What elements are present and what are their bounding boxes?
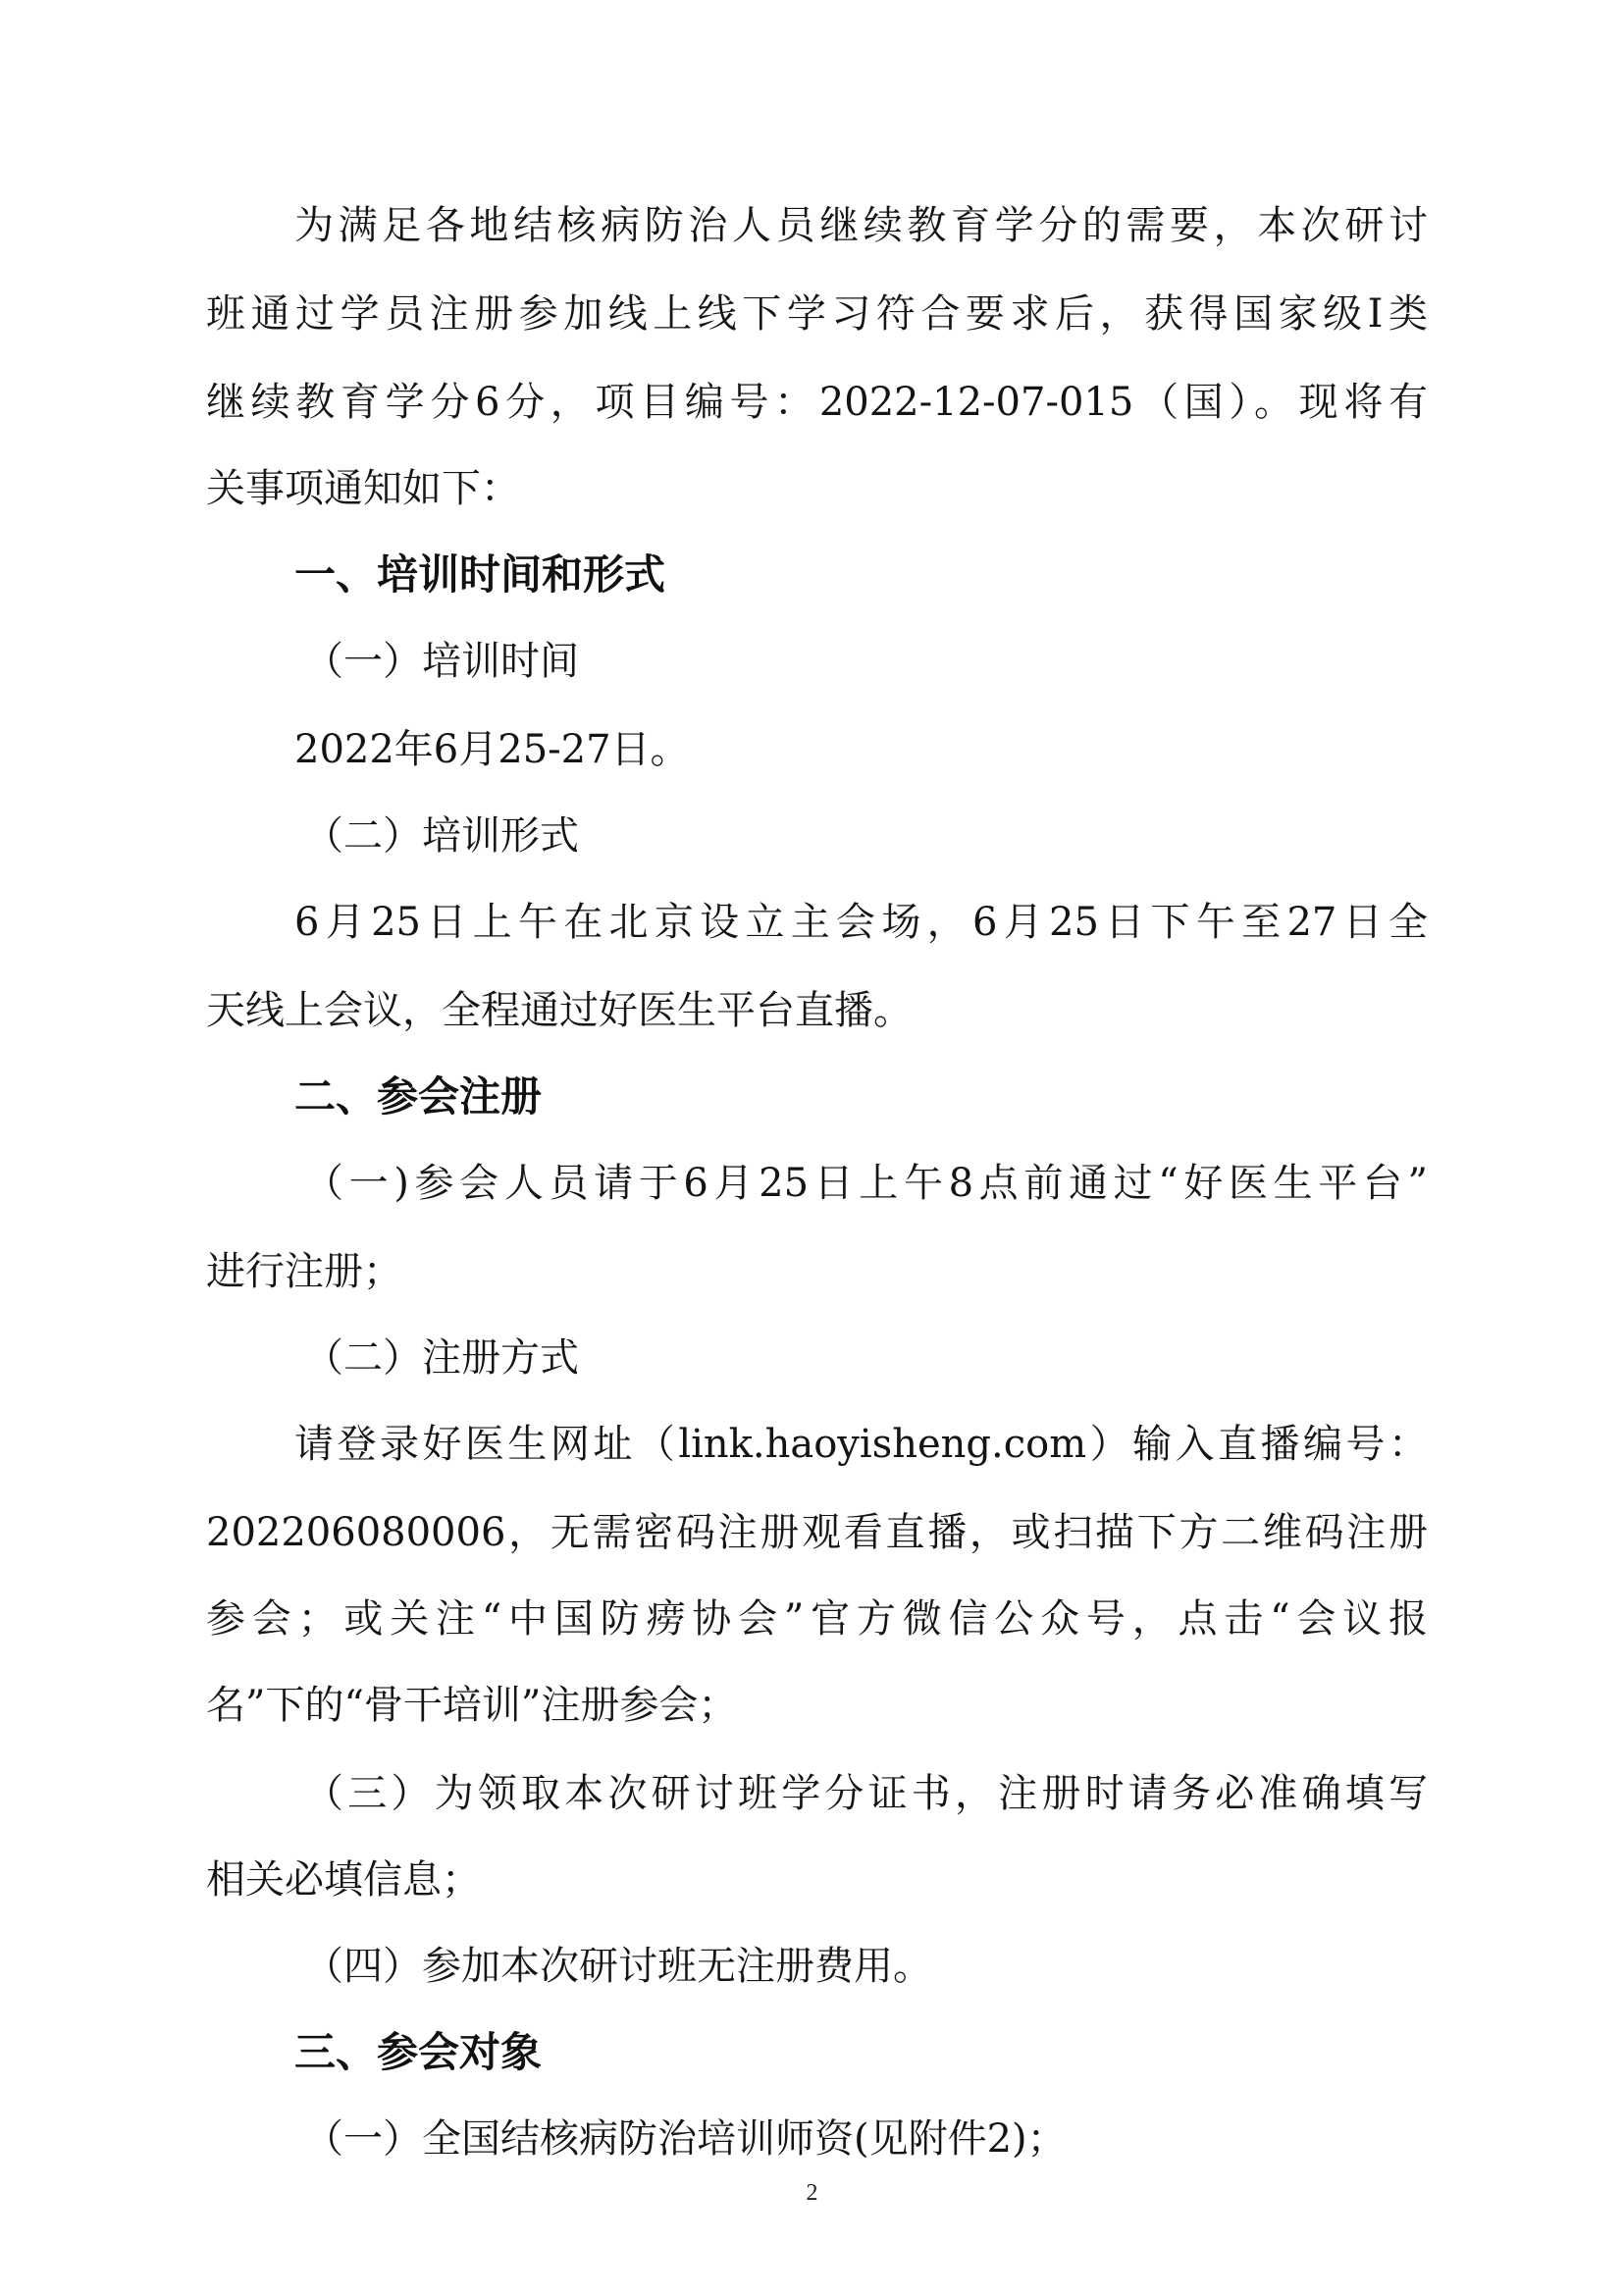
section-heading-3: 三、参会对象	[294, 2028, 543, 2076]
section2-item4: （四）参加本次研讨班无注册费用。	[304, 1944, 932, 1989]
section-heading-1: 一、培训时间和形式	[294, 550, 666, 599]
section-heading-2: 二、参会注册	[294, 1072, 543, 1121]
intro-line-4: 关事项通知如下：	[206, 466, 520, 511]
section1-sub2-line-2: 天线上会议，全程通过好医生平台直播。	[206, 988, 913, 1033]
section2-item2-line-4: 名”下的“骨干培训”注册参会；	[206, 1683, 738, 1728]
section3-item1: （一）全国结核病防治培训师资(见附件2)；	[304, 2116, 1067, 2162]
section2-item2-line-2: 202206080006，无需密码注册观看直播，或扫描下方二维码注册	[206, 1510, 1428, 1555]
section1-sub2-title: （二）培训形式	[304, 813, 579, 859]
section1-sub2-line-1: 6月25日上午在北京设立主会场，6月25日下午至27日全	[294, 900, 1428, 945]
section2-item3-line-1: （三）为领取本次研讨班学分证书，注册时请务必准确填写	[304, 1771, 1428, 1816]
section2-item2-line-1: 请登录好医生网址（link.haoyisheng.com）输入直播编号：	[294, 1422, 1428, 1467]
intro-line-3: 继续教育学分6分，项目编号：2022-12-07-015（国）。现将有	[206, 380, 1428, 425]
intro-line-1: 为满足各地结核病防治人员继续教育学分的需要，本次研讨	[294, 203, 1428, 248]
intro-line-2: 班通过学员注册参加线上线下学习符合要求后，获得国家级Ⅰ类	[206, 291, 1428, 337]
section1-sub1-title: （一）培训时间	[304, 639, 579, 684]
section2-item1-line-2: 进行注册；	[206, 1249, 402, 1294]
section2-item2-line-3: 参会；或关注“中国防痨协会”官方微信公众号，点击“会议报	[206, 1596, 1428, 1642]
section2-item3-line-2: 相关必填信息；	[206, 1857, 481, 1903]
section2-item1-line-1: （一)参会人员请于6月25日上午8点前通过“好医生平台”	[304, 1161, 1428, 1206]
page-number: 2	[806, 2180, 818, 2206]
section2-item2-title: （二）注册方式	[304, 1335, 579, 1381]
section1-sub1-text: 2022年6月25-27日。	[294, 727, 690, 772]
